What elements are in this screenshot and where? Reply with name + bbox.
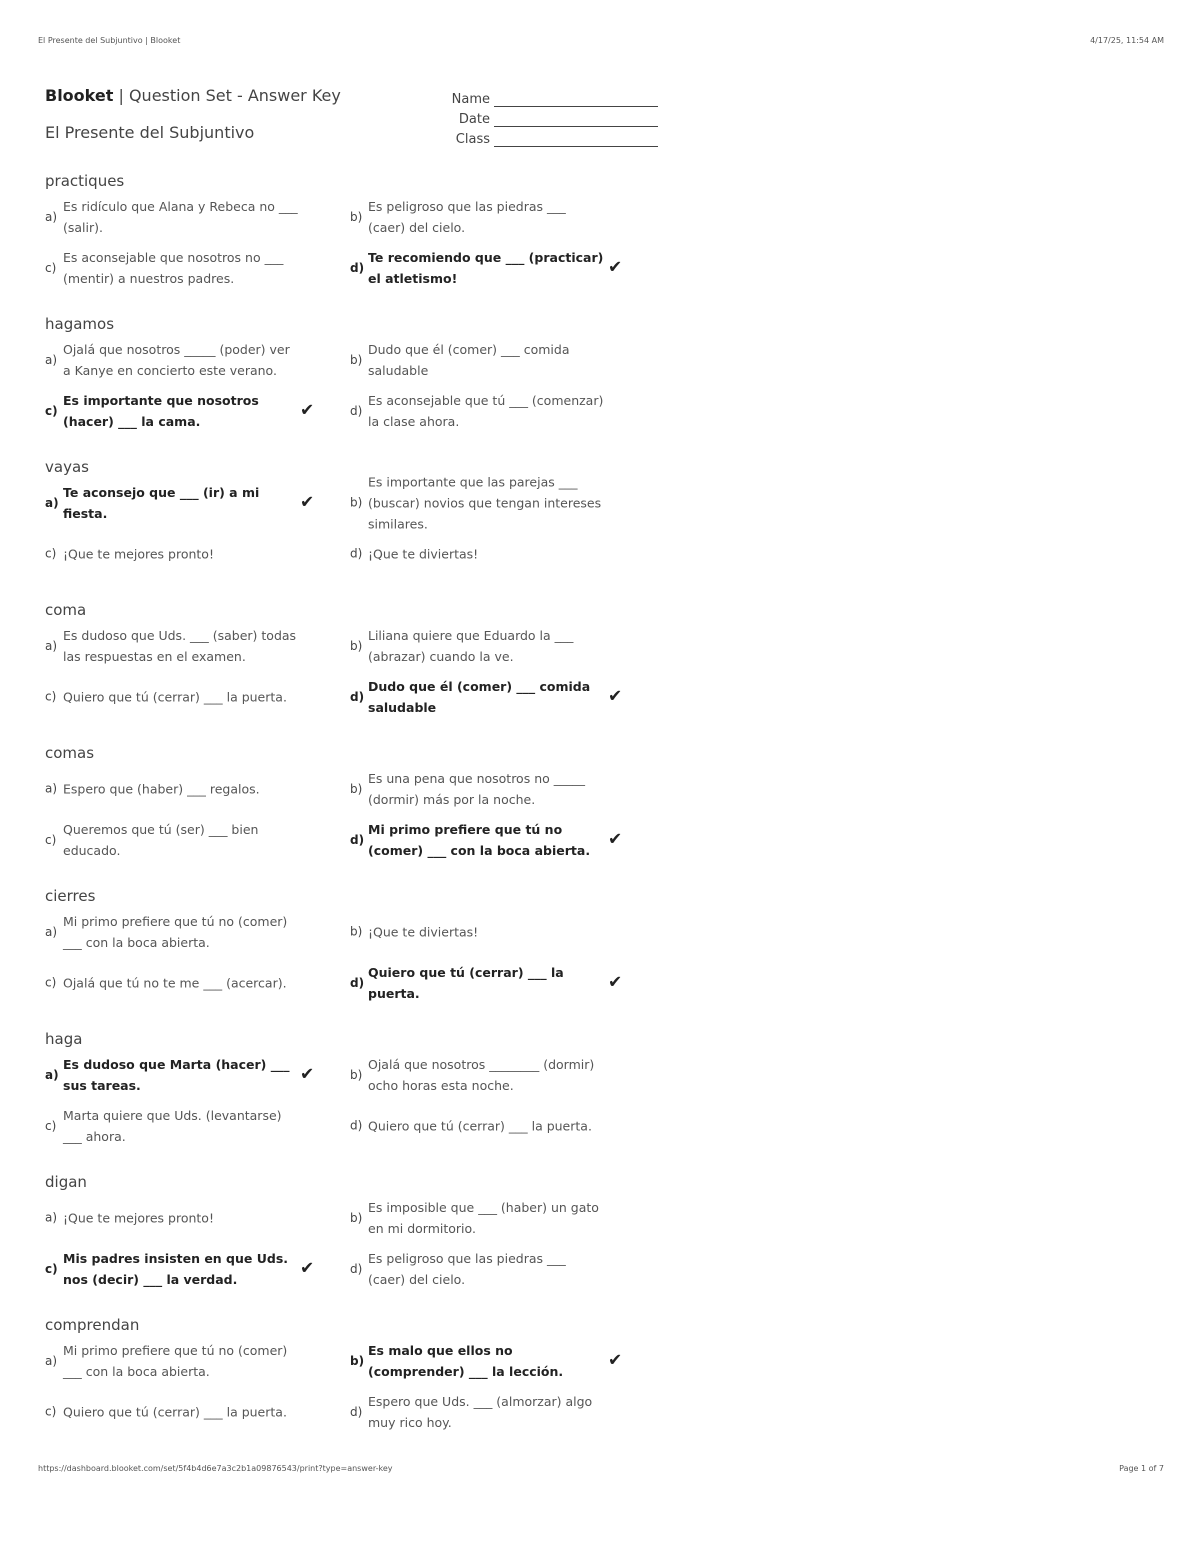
answer-letter: d) [350,975,365,990]
class-field[interactable] [430,127,658,147]
answer-letter: b) [350,1210,363,1225]
answer-text: Es importante que las parejas ___ (buscar) novios que tengan intereses similares. [368,474,602,532]
question-title: cierres [45,887,96,905]
question-title: coma [45,601,87,619]
answer-text: ¡Que te diviertas! [368,924,479,940]
answer-text: Queremos que tú (ser) ___ bien educado. [63,822,259,858]
answer-letter: d) [350,1118,363,1133]
answer-option [45,482,315,524]
answer-option [45,247,301,289]
answer-option [350,768,606,810]
print-header [38,36,1164,45]
answer-option [350,1197,606,1239]
answer-text: Es peligroso que las piedras ___ (caer) del cielo. [368,1251,566,1287]
answer-letter: b) [350,1067,363,1082]
date-field[interactable] [430,107,658,127]
answer-letter: b) [350,1353,365,1368]
answer-text: Te recomiendo que ___ (practicar) el atletismo! [368,250,604,286]
answer-text: Espero que Uds. ___ (almorzar) algo muy rico hoy. [368,1394,593,1430]
answer-letter: d) [350,546,363,561]
answer-option [45,196,301,238]
answer-letter: c) [45,546,57,561]
question-title: comprendan [45,1316,140,1334]
answer-text: Es dudoso que Uds. ___ (saber) todas las respuestas en el examen. [63,628,297,664]
answer-text: Liliana quiere que Eduardo la ___ (abrazar) cuando la ve. [368,628,574,664]
answer-text: Es dudoso que Marta (hacer) ___ sus tareas. [63,1057,290,1093]
answer-text: Es imposible que ___ (haber) un gato en mi dormitorio. [368,1200,599,1236]
answer-text: Es aconsejable que tú ___ (comenzar) la clase ahora. [368,393,604,429]
question-title: haga [45,1030,83,1048]
answer-text: Marta quiere que Uds. (levantarse) ___ ahora. [63,1108,282,1144]
answer-option [45,339,301,381]
answer-text: Es peligroso que las piedras ___ (caer) del cielo. [368,199,566,235]
answer-letter: b) [350,924,363,939]
answer-text: Es ridículo que Alana y Rebeca no ___ (salir). [63,199,298,235]
answer-letter: b) [350,781,363,796]
answer-option [350,339,606,381]
answer-letter: d) [350,1261,363,1276]
answer-letter: a) [45,1353,58,1368]
answer-letter: d) [350,260,365,275]
doc-type: Question Set - Answer Key [128,86,341,105]
answer-letter: d) [350,403,363,418]
answer-text: Ojalá que nosotros ________ (dormir) ocho horas esta noche. [368,1057,595,1093]
page-number: Page 1 of 7 [1119,1464,1164,1473]
print-footer [38,1464,1164,1473]
checkmark-icon: ✔ [300,492,315,513]
answer-text: Te aconsejo que ___ (ir) a mi fiesta. [63,485,260,521]
answer-option [350,962,623,1004]
checkmark-icon: ✔ [608,686,623,707]
student-fields [430,87,658,147]
answer-option [350,390,606,432]
answer-option [45,1054,315,1096]
checkmark-icon: ✔ [608,829,623,850]
answer-letter: b) [350,638,363,653]
answer-letter: c) [45,1261,58,1276]
class-label: Class [455,132,490,147]
answer-text: Es importante que nosotros (hacer) ___ la cama. [63,393,259,429]
answer-option [45,779,301,800]
answer-letter: a) [45,352,58,367]
answer-option [350,922,606,943]
answer-text: Es una pena que nosotros no _____ (dormir) más por la noche. [368,771,585,807]
name-field[interactable] [430,87,658,107]
answer-option [45,625,301,667]
answer-option [350,676,623,718]
answer-option [350,1340,623,1382]
name-line [494,94,658,107]
answer-option [45,819,301,861]
answer-letter: a) [45,495,59,510]
answer-text: Quiero que tú (cerrar) ___ la puerta. [368,1118,592,1134]
answer-text: Quiero que tú (cerrar) ___ la puerta. [63,689,287,705]
answer-option [350,544,606,565]
answer-text: Ojalá que tú no te me ___ (acercar). [63,975,287,991]
answer-option [45,390,315,432]
answer-text: Ojalá que nosotros _____ (poder) ver a Kanye en concierto este verano. [63,342,290,378]
title-separator: | [118,86,129,105]
answer-option [350,472,606,535]
answer-option [45,1402,301,1423]
answer-text: Dudo que él (comer) ___ comida saludable [368,679,591,715]
answer-letter: c) [45,403,58,418]
answer-option [45,1105,301,1147]
page-title [45,86,341,105]
print-header-timestamp: 4/17/25, 11:54 AM [1090,36,1164,45]
answer-text: Mis padres insisten en que Uds. nos (decir) ___ la verdad. [63,1251,289,1287]
answer-letter: a) [45,781,58,796]
answer-letter: c) [45,689,57,704]
set-title: El Presente del Subjuntivo [45,123,255,142]
answer-text: ¡Que te mejores pronto! [63,546,214,562]
answer-letter: c) [45,1118,57,1133]
answer-letter: c) [45,260,57,275]
answer-text: Espero que (haber) ___ regalos. [63,781,260,797]
answer-letter: c) [45,832,57,847]
answer-letter: b) [350,352,363,367]
answer-text: Dudo que él (comer) ___ comida saludable [368,342,570,378]
print-header-title: El Presente del Subjuntivo | Blooket [38,36,181,45]
answer-option [350,1248,606,1290]
answer-text: ¡Que te mejores pronto! [63,1210,214,1226]
answer-option [45,1208,301,1229]
question-title: vayas [45,458,89,476]
checkmark-icon: ✔ [300,1258,315,1279]
answer-letter: c) [45,1404,57,1419]
answer-letter: a) [45,638,58,653]
checkmark-icon: ✔ [608,972,623,993]
answer-text: ¡Que te diviertas! [368,546,479,562]
question-title: hagamos [45,315,115,333]
answer-text: Quiero que tú (cerrar) ___ la puerta. [63,1404,287,1420]
answer-option [350,625,606,667]
answer-letter: b) [350,209,363,224]
answer-option [350,247,623,289]
question-title: practiques [45,172,125,190]
question-title: digan [45,1173,87,1191]
checkmark-icon: ✔ [608,1350,623,1371]
date-label: Date [458,112,490,127]
answer-option [350,819,623,861]
answer-text: Mi primo prefiere que tú no (comer) ___ con la boca abierta. [63,1343,288,1379]
answer-text: Mi primo prefiere que tú no (comer) ___ con la boca abierta. [63,914,288,950]
date-line [494,114,658,127]
brand-logo: Blooket [45,86,114,105]
answer-option [45,1248,315,1290]
answer-option [45,1340,301,1382]
answer-option [45,687,301,708]
print-footer-url: https://dashboard.blooket.com/set/5f4b4d6e7a3c2b1a09876543/print?type=answer-key [38,1464,393,1473]
question-title: comas [45,744,95,762]
name-label: Name [451,92,490,107]
checkmark-icon: ✔ [300,1064,315,1085]
answer-letter: d) [350,832,365,847]
answer-letter: a) [45,924,58,939]
answer-letter: b) [350,495,363,510]
answer-text: Quiero que tú (cerrar) ___ la puerta. [368,965,564,1001]
class-line [494,134,658,147]
answer-option [350,1116,606,1137]
answer-option [45,973,301,994]
answer-text: Es aconsejable que nosotros no ___ (mentir) a nuestros padres. [63,250,284,286]
answer-option [350,196,606,238]
answer-letter: a) [45,209,58,224]
answer-letter: a) [45,1210,58,1225]
answer-letter: a) [45,1067,59,1082]
answer-letter: c) [45,975,57,990]
answer-letter: d) [350,1404,363,1419]
checkmark-icon: ✔ [300,400,315,421]
answer-letter: d) [350,689,365,704]
answer-option [350,1054,606,1096]
checkmark-icon: ✔ [608,257,623,278]
answer-option [45,911,301,953]
answer-option [350,1391,606,1433]
answer-option [45,544,301,565]
answer-text: Es malo que ellos no (comprender) ___ la lección. [368,1343,564,1379]
answer-text: Mi primo prefiere que tú no (comer) ___ con la boca abierta. [368,822,591,858]
